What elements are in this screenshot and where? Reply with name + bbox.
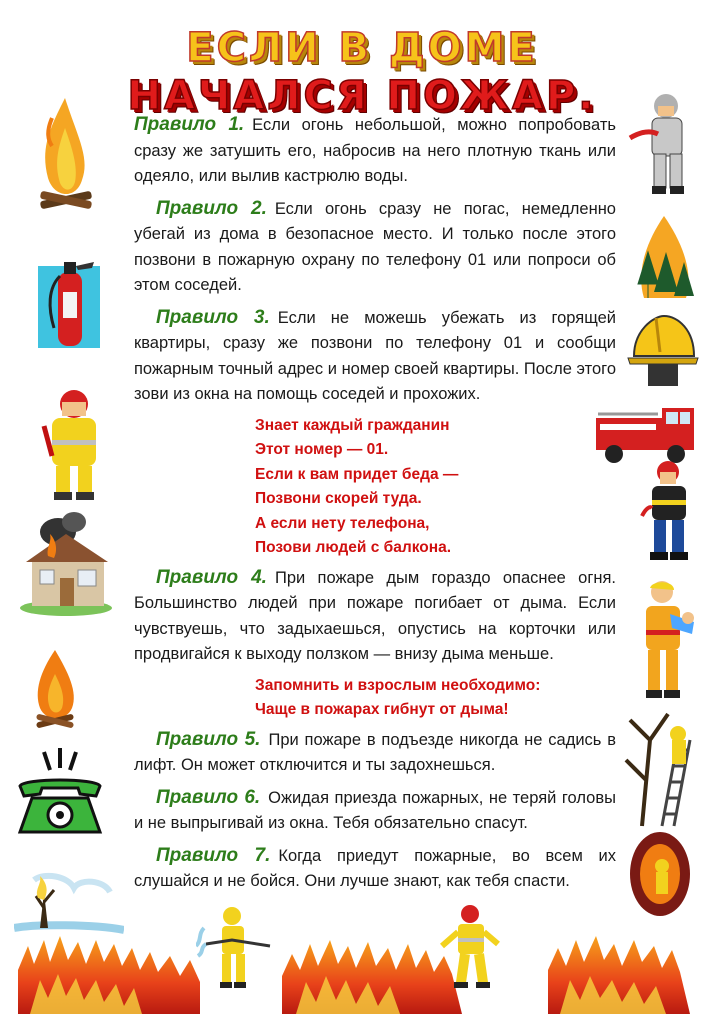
- rule-1: [134, 112, 616, 190]
- poem: [134, 414, 616, 561]
- rule-label: Правило 5.: [156, 728, 261, 750]
- poem-line: Позвони скорей туда.: [255, 490, 422, 507]
- firefighter-carrying-child-icon: [636, 578, 696, 702]
- fire-helmet-icon: [626, 312, 700, 394]
- fire-truck-icon: [592, 404, 698, 466]
- rule-2: [134, 196, 616, 299]
- rule-3: [134, 305, 616, 408]
- firefighter-spraying-icon: [196, 904, 276, 990]
- flames-border-icon: [0, 910, 724, 1024]
- poem-line: Если к вам придет беда —: [255, 465, 459, 483]
- rule-6: [134, 785, 616, 837]
- rule-4: [134, 565, 616, 668]
- rule-label: Правило 2.: [156, 197, 267, 219]
- rule-text: При пожаре в подъезде никогда не садись в лифт. Он может отключится и ты задохнешься.: [134, 730, 616, 774]
- poem-line: Позови людей с балкона.: [255, 539, 452, 556]
- rule-label: Правило 6.: [156, 786, 261, 808]
- firefighter-walking-icon: [434, 902, 504, 992]
- firefighter-ladder-icon: [622, 710, 694, 828]
- page-title-line-2: НАЧАЛСЯ ПОЖАР.: [127, 73, 597, 119]
- rule-text: Если огонь небольшой, можно попробовать сразу же затушить его, набросив на него плотную ткань или одеяло, или вылив кастрюлю воды.: [134, 116, 616, 185]
- forest-fire-icon: [636, 212, 694, 300]
- rule-text: Ожидая приезда пожарных, не теряй головы и не выпрыгивай из окна. Тебя обязательно спасут.: [134, 788, 616, 832]
- firefighter-icon: [36, 386, 112, 502]
- rule-7: [134, 843, 616, 895]
- burning-house-icon: [18, 512, 114, 618]
- campfire-icon: [30, 88, 100, 228]
- poem-line: Этот номер — 01.: [255, 441, 389, 458]
- telephone-icon: [14, 748, 106, 844]
- rule-text: При пожаре дым гораздо опаснее огня. Большинство людей при пожаре погибает от дыма. Если чувствуешь, что задыхаешься, опустись на корточки или продвигайся к выходу ползком — внизу дыма меньше.: [134, 568, 616, 663]
- note-line: Запомнить и взрослым необходимо:: [255, 676, 541, 694]
- rule-text: Когда приедут пожарные, во всем их слушайся и не бойся. Они лучше знают, как тебя спасти.: [134, 846, 616, 890]
- firefighter-in-fire-icon: [628, 830, 692, 922]
- rule-text: Если не можешь убежать из горящей квартиры, сразу же позвони по телефону 01 и сообщи пожарным точный адрес и номер своей квартиры. После этого зови из окна на помощь соседей и прохожих.: [134, 308, 616, 403]
- rules-content: [134, 112, 616, 901]
- rule-text: Если огонь сразу не погас, немедленно убегай из дома в безопасное место. И только после этого позвони в пожарную охрану по телефону 01 или попроси об этом соседей.: [134, 199, 616, 294]
- poem-line: А если нету телефона,: [255, 514, 430, 532]
- rule-label: Правило 4.: [156, 566, 267, 588]
- page-title-line-1: ЕСЛИ В ДОМЕ: [186, 25, 538, 71]
- poem-line: Знает каждый гражданин: [255, 416, 450, 434]
- smoke-note: [134, 674, 616, 723]
- rule-label: Правило 3.: [156, 306, 270, 328]
- firefighter-hose-icon: [628, 92, 692, 196]
- note-line: Чаще в пожарах гибнут от дыма!: [255, 701, 509, 718]
- flame-icon: [30, 646, 80, 732]
- rule-5: [134, 727, 616, 779]
- rule-label: Правило 7.: [156, 844, 271, 866]
- fire-extinguisher-icon: [38, 258, 100, 358]
- firefighter-icon: [638, 458, 694, 562]
- rule-label: Правило 1.: [134, 114, 245, 135]
